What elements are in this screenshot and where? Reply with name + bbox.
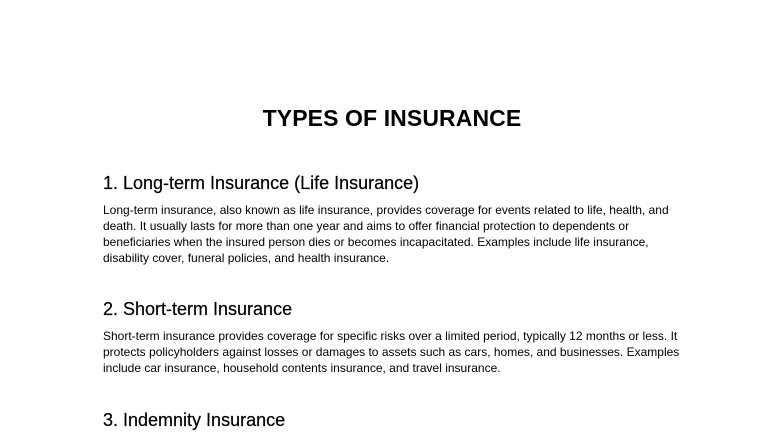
section-body: Short-term insurance provides coverage for specific risks over a limited period, typically 12 months or less. It protects policyholders against losses or damages to assets such as cars, homes, and businesses. Examples include car insurance, household contents insurance, and travel insurance. xyxy=(103,329,680,375)
section-short-term-insurance xyxy=(103,298,683,376)
section-long-term-insurance xyxy=(103,172,683,266)
section-heading: 2. Short-term Insurance xyxy=(103,299,293,319)
section-body: Long-term insurance, also known as life insurance, provides coverage for events related to life, health, and death. It usually lasts for more than one year and aims to offer financial protection to dependents or beneficiaries when the insured person dies or becomes incapacitated. Examples include life insurance, disability cover, funeral policies, and health insurance. xyxy=(103,203,669,265)
section-heading: 3. Indemnity Insurance xyxy=(103,410,286,430)
section-indemnity-insurance xyxy=(103,409,683,431)
document-title: TYPES OF INSURANCE xyxy=(262,105,522,131)
section-heading: 1. Long-term Insurance (Life Insurance) xyxy=(103,173,420,193)
